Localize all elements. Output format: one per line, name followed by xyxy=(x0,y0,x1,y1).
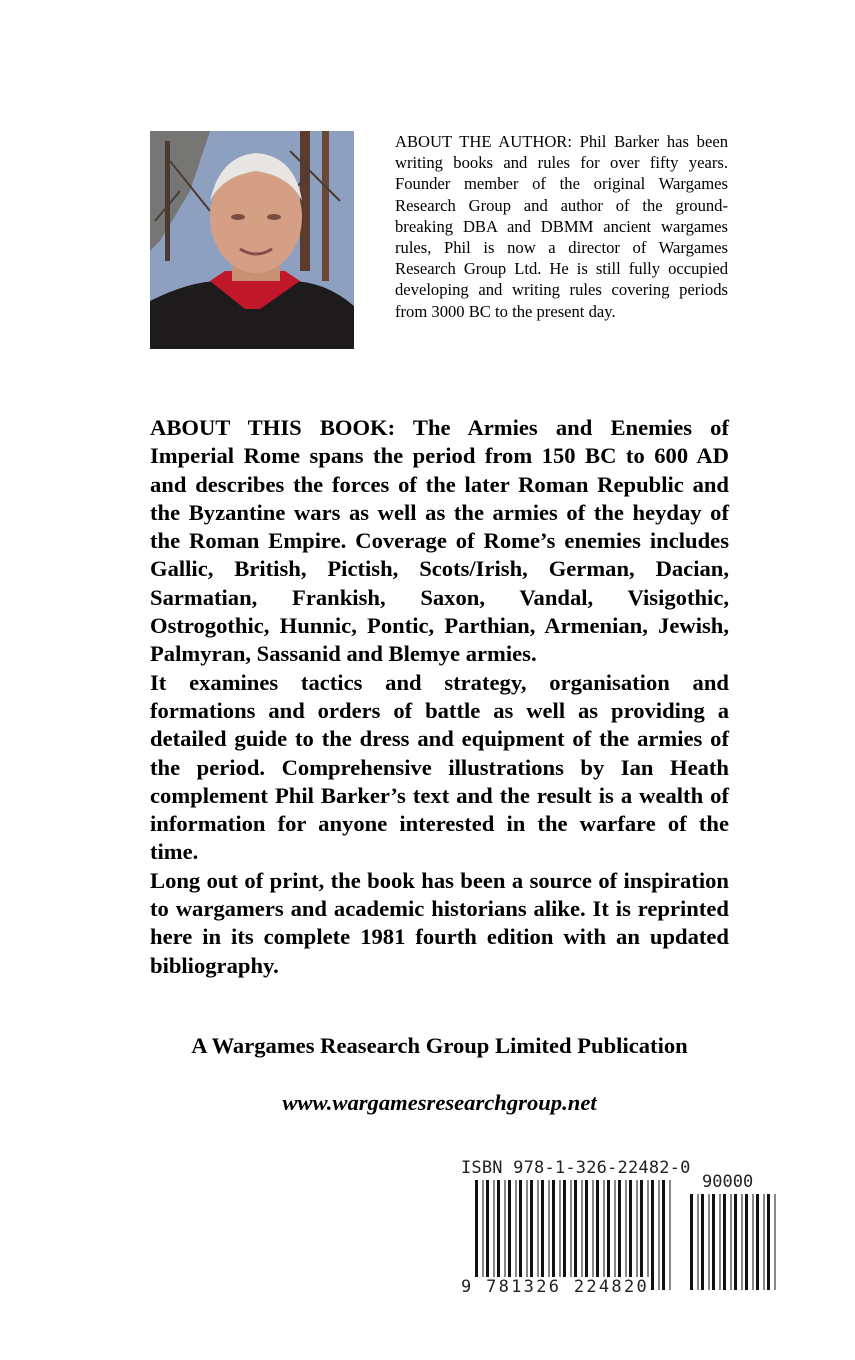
barcode-bar xyxy=(571,1180,572,1290)
author-portrait-icon xyxy=(150,131,354,349)
barcode-bar xyxy=(615,1180,616,1290)
barcode-bar xyxy=(662,1180,665,1290)
barcode-bar xyxy=(723,1194,726,1290)
barcode-bar xyxy=(497,1180,500,1290)
barcode-bar xyxy=(734,1194,737,1290)
book-paragraph-1: ABOUT THIS BOOK: The Armies and Enemies of Imperial Rome spans the period from 150 BC to 600 AD and describes the forces of the later Roman Republic and the Byzantine wars as well as the armies of the heyday of the Roman Empire. Coverage of Rome’s enemies includes Gallic, British, Pictish, Scots/Irish, German, Dacian, Sarmatian, Frankish, Saxon, Vandal, Visigothic, Ostrogothic, Hunnic, Pontic, Parthian, Armenian, Jewish, Palmyran, Sassanid and Blemye armies. xyxy=(150,415,729,667)
barcode-bar xyxy=(775,1194,776,1290)
barcode-bar xyxy=(538,1180,539,1290)
barcode-bar xyxy=(530,1180,533,1290)
barcode-bar xyxy=(527,1180,528,1290)
publisher-line: A Wargames Reasearch Group Limited Publication xyxy=(191,1033,688,1058)
barcode-bar xyxy=(629,1180,632,1290)
barcode-bar xyxy=(698,1194,699,1290)
ean-digits: 9 781326 224820 xyxy=(461,1277,650,1297)
barcode-bar xyxy=(552,1180,555,1290)
barcode-bar xyxy=(593,1180,594,1290)
barcode-bar xyxy=(690,1194,693,1290)
barcode-bar xyxy=(516,1180,517,1290)
barcode-bar xyxy=(637,1180,638,1290)
about-book-section xyxy=(150,414,729,980)
author-photo xyxy=(150,131,354,349)
barcode-bar xyxy=(582,1180,583,1290)
website-link[interactable]: www.wargamesresearchgroup.net xyxy=(282,1090,597,1115)
barcode-bar xyxy=(596,1180,599,1290)
barcode-bar xyxy=(712,1194,715,1290)
barcode-bar xyxy=(574,1180,577,1290)
barcode-bar xyxy=(764,1194,765,1290)
about-author-text: ABOUT THE AUTHOR: Phil Barker has been writing books and rules for over fifty years. Founder member of the original Wargames Research Group and author of the ground-breaking DBA and DBMM ancient wargames rules, Phil is now a director of Wargames Research Group Ltd. He is still fully occupied developing and writing rules covering periods from 3000 BC to the present day. xyxy=(395,132,728,321)
barcode-bar xyxy=(626,1180,627,1290)
barcode-addon-number: 90000 xyxy=(702,1172,754,1192)
barcode-bar xyxy=(709,1194,710,1290)
barcode-bar xyxy=(585,1180,588,1290)
barcode-bar xyxy=(541,1180,544,1290)
isbn-label: ISBN 978-1-326-22482-0 xyxy=(461,1158,691,1178)
barcode-bar xyxy=(742,1194,743,1290)
barcode-bar xyxy=(651,1180,654,1290)
barcode-bar xyxy=(701,1194,704,1290)
barcode-bar xyxy=(560,1180,561,1290)
barcode-bar xyxy=(745,1194,748,1290)
barcode-bar xyxy=(563,1180,566,1290)
barcode-bar xyxy=(607,1180,610,1290)
barcode-addon-icon xyxy=(690,1194,780,1290)
barcode-main-icon xyxy=(475,1180,685,1290)
isbn-barcode xyxy=(458,1156,783,1306)
barcode-bar xyxy=(505,1180,506,1290)
barcode-bar xyxy=(483,1180,484,1290)
barcode-bar xyxy=(720,1194,721,1290)
book-paragraph-2: It examines tactics and strategy, organisation and formations and orders of battle as well as providing a detailed guide to the dress and equipment of the armies of the period. Comprehensive illustrations by Ian Heath complement Phil Barker’s text and the result is a wealth of information for anyone interested in the warfare of the time. xyxy=(150,669,729,865)
barcode-bar xyxy=(731,1194,732,1290)
barcode-bar xyxy=(648,1180,649,1290)
book-paragraph-3: Long out of print, the book has been a source of inspiration to wargamers and academic historians alike. It is reprinted here in its complete 1981 fourth edition with an updated bibliography. xyxy=(150,867,729,978)
barcode-bar xyxy=(640,1180,643,1290)
barcode-bar xyxy=(756,1194,759,1290)
barcode-bar xyxy=(618,1180,621,1290)
barcode-bar xyxy=(767,1194,770,1290)
barcode-bar xyxy=(753,1194,754,1290)
barcode-bar xyxy=(670,1180,671,1290)
barcode-bar xyxy=(549,1180,550,1290)
barcode-bar xyxy=(604,1180,605,1290)
barcode-bar xyxy=(475,1180,478,1290)
barcode-bar xyxy=(659,1180,660,1290)
barcode-bar xyxy=(519,1180,522,1290)
barcode-bar xyxy=(494,1180,495,1290)
barcode-bar xyxy=(486,1180,489,1290)
barcode-bar xyxy=(508,1180,511,1290)
